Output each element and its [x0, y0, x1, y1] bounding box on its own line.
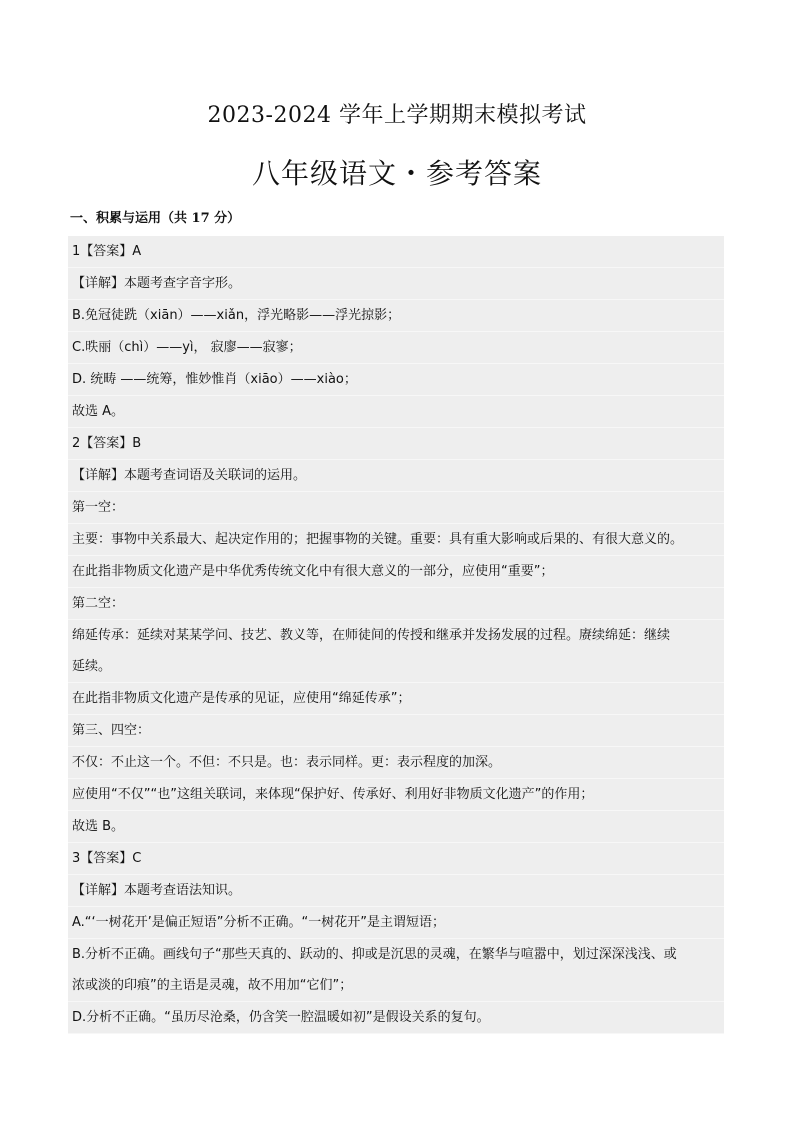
answer-line: B.分析不正确。画线句子“那些天真的、跃动的、抑或是沉思的灵魂，在繁华与喧嚣中，划过深深浅浅、或: [72, 947, 677, 962]
answer-line: 故选 B。: [68, 811, 724, 843]
document-subtitle: 八年级语文・参考答案: [251, 157, 542, 190]
document-title: 2023-2024 学年上学期期末模拟考试: [207, 103, 587, 128]
answer-line: 3【答案】C: [68, 843, 724, 875]
answer-line: 绵延传承：延续对某某学问、技艺、教义等，在师徒间的传授和继承并发扬发展的过程。赓续绵延：继续: [72, 628, 671, 643]
answer-line: D. 统畴 ——统筹，惟妙惟肖（xiāo）——xiào；: [68, 364, 724, 396]
answer-line: 第一空：: [68, 492, 724, 524]
answer-line: 浓或淡的印痕”的主语是灵魂，故不用加“它们”；: [68, 970, 724, 1002]
answer-line: 在此指非物质文化遗产是中华优秀传统文化中有很大意义的一部分，应使用“重要”；: [68, 556, 724, 588]
answer-line: 在此指非物质文化遗产是传承的见证，应使用“绵延传承”；: [68, 683, 724, 715]
answer-line: 应使用“不仅”“也”这组关联词，来体现“保护好、传承好、利用好非物质文化遗产”的作用；: [68, 779, 724, 811]
answer-line: D.分析不正确。“虽历尽沧桑，仍含笑一腔温暖如初”是假设关系的复句。: [68, 1002, 724, 1034]
answer-line: 2【答案】B: [68, 428, 724, 460]
answer-line: 延续。: [68, 651, 724, 683]
answer-line: A.“‘一树花开’是偏正短语”分析不正确。“一树花开”是主谓短语；: [68, 907, 724, 939]
answer-block: [68, 236, 724, 1034]
answer-line: C.昳丽（chì）——yì， 寂廖——寂寥；: [68, 332, 724, 364]
answer-line: B.免冠徒跣（xiān）——xiǎn，浮光略影——浮光掠影；: [68, 300, 724, 332]
section-heading: 一、积累与运用（共 17 分）: [70, 211, 241, 226]
answer-line: 1【答案】A: [68, 236, 724, 268]
answer-line: 【详解】本题考查字音字形。: [68, 268, 724, 300]
answer-line: 故选 A。: [68, 396, 724, 428]
answer-line: 主要：事物中关系最大、起决定作用的；把握事物的关键。重要：具有重大影响或后果的、有很大意义的。: [68, 524, 724, 556]
answer-line: 不仅：不止这一个。不但：不只是。也：表示同样。更：表示程度的加深。: [68, 747, 724, 779]
answer-line: 【详解】本题考查语法知识。: [68, 875, 724, 907]
answer-line: 第三、四空：: [68, 715, 724, 747]
answer-line: 【详解】本题考查词语及关联词的运用。: [68, 460, 724, 492]
answer-line: 第二空：: [68, 588, 724, 620]
